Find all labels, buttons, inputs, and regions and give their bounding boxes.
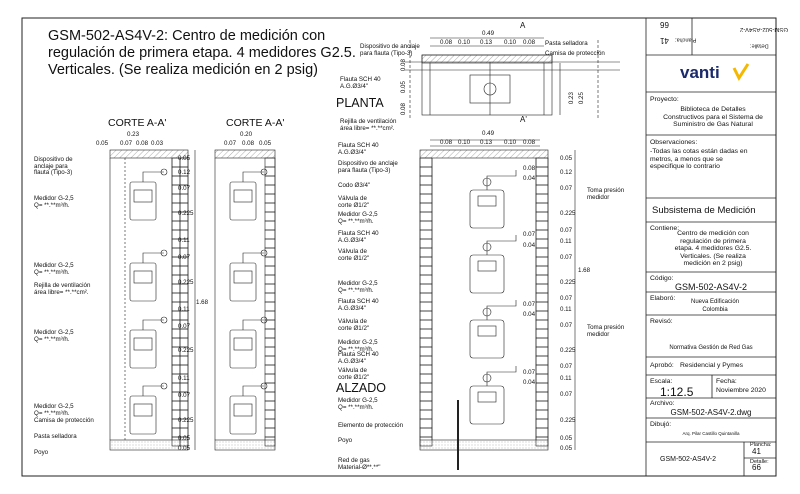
label-alzado: Válvula de corte Ø1/2" xyxy=(338,367,370,381)
reviso-value: Normativa Gestión de Red Gas xyxy=(669,345,753,351)
wall-block xyxy=(536,356,548,365)
corte-1-title: CORTE A-A' xyxy=(108,117,167,129)
dim-c1-side: 0.05 xyxy=(178,155,191,162)
wall-block xyxy=(172,401,180,410)
wall-block xyxy=(265,203,275,212)
wall-block xyxy=(265,392,275,401)
wall-block xyxy=(536,311,548,320)
detalle2-label: Detalle: xyxy=(750,459,769,465)
wall-block xyxy=(536,185,548,194)
dim-alzado-inner: 0.07 xyxy=(523,231,536,238)
meter-dial xyxy=(234,338,252,350)
meter-pipe xyxy=(143,386,164,396)
meter-pipe xyxy=(243,386,264,396)
wall-block xyxy=(420,284,432,293)
label-planta-flauta: Flauta SCH 40 A.G.Ø3/4" xyxy=(340,76,381,90)
dim-planta-sub-0: 0.08 xyxy=(440,39,453,46)
dim-planta-sub-4: 0.08 xyxy=(523,39,536,46)
label-alzado: Flauta SCH 40 A.G.Ø3/4" xyxy=(338,351,379,365)
wall-block xyxy=(265,221,275,230)
dim-alzado-side: 0.05 xyxy=(560,445,573,452)
dim-alzado-sub-4: 0.08 xyxy=(523,139,536,146)
dim-alzado-side: 0.225 xyxy=(560,417,576,424)
fecha-label: Fecha: xyxy=(716,378,737,385)
meter-pipe xyxy=(143,172,164,182)
label-corte: Dispositivo de anclaje para flauta (Tipo-3) xyxy=(34,156,73,177)
wall-block xyxy=(420,275,432,284)
code-rotated: GSM-502-AS4V-2 xyxy=(740,26,789,32)
reviso-label: Revisó: xyxy=(650,318,673,325)
wall-block xyxy=(536,383,548,392)
dibujo-value: Arq. Pilar Castillo Quintanilla xyxy=(682,431,740,436)
wall-block xyxy=(420,392,432,401)
label-alzado: Poyo xyxy=(338,437,353,444)
vanti-logo: vanti xyxy=(680,63,720,82)
wall-block xyxy=(420,428,432,437)
wall-block xyxy=(420,266,432,275)
dim-c2-sub-2: 0.05 xyxy=(259,140,272,147)
dim-alzado-total: 1.68 xyxy=(578,267,591,274)
wall-block xyxy=(172,293,180,302)
dim-c1-side: 0.11 xyxy=(178,306,190,313)
wall-block xyxy=(265,194,275,203)
dim-planta-side-0: 0.23 xyxy=(567,92,575,105)
meter-dial xyxy=(234,190,252,202)
meter-pipe xyxy=(243,253,264,263)
wall-block xyxy=(420,365,432,374)
aprobo-value: Residencial y Pymes xyxy=(680,362,744,369)
label-corte: Medidor G-2,5 Q= **.**m³/h. xyxy=(34,403,74,417)
wall-block xyxy=(180,176,188,185)
dim-planta-top: 0.49 xyxy=(482,30,495,37)
wall-block xyxy=(420,329,432,338)
dim-alzado-side: 0.05 xyxy=(560,155,573,162)
dim-planta-sub-1: 0.10 xyxy=(458,39,471,46)
meter-pipe xyxy=(243,320,264,330)
label-alzado: Red de gas Material-Ø**.**" xyxy=(338,457,381,471)
wall-block xyxy=(265,419,275,428)
dim-alzado-inner: 0.04 xyxy=(523,175,536,182)
label-corte: Medidor G-2,5 Q= **.**m³/h. xyxy=(34,195,74,209)
wall-block xyxy=(265,266,275,275)
meter-display xyxy=(478,196,496,206)
label-alzado: Dispositivo de anclaje para flauta (Tipo-3) xyxy=(338,160,398,174)
dim-c1-side: 0.12 xyxy=(178,169,191,176)
dim-c2-top: 0.20 xyxy=(240,131,253,138)
label-toma-presion-1: Toma presión medidor xyxy=(587,187,625,201)
proyecto-label: Proyecto: xyxy=(650,96,679,103)
dim-alzado-side: 0.11 xyxy=(560,238,572,245)
label-alzado: Elemento de protección xyxy=(338,422,404,429)
dim-c1-side: 0.225 xyxy=(178,417,194,424)
archivo-label: Archivo: xyxy=(650,400,675,407)
planta-title: PLANTA xyxy=(336,96,384,110)
dim-c2-sub-0: 0.07 xyxy=(224,140,237,147)
dibujo-label: Dibujó: xyxy=(650,421,672,428)
plancha-rotated: 41 xyxy=(660,36,669,45)
wall-block xyxy=(180,329,188,338)
wall-block xyxy=(265,230,275,239)
meter-dial xyxy=(234,271,252,283)
wall-block xyxy=(265,365,275,374)
dim-alzado-side: 0.07 xyxy=(560,254,573,261)
plancha-label-rotated: Plancha: xyxy=(675,36,697,43)
meter-display xyxy=(478,261,496,271)
wall-block xyxy=(536,194,548,203)
meter-pipe xyxy=(487,235,516,255)
wall-block xyxy=(265,176,275,185)
wall-block xyxy=(265,329,275,338)
wall-block xyxy=(420,293,432,302)
corte-1-drawing xyxy=(110,150,195,450)
wall-block xyxy=(536,167,548,176)
dim-c2-sub-1: 0.08 xyxy=(242,140,255,147)
wall-block xyxy=(180,194,188,203)
label-planta-rejilla: Rejilla de ventilación área libre= **.**cm². xyxy=(340,118,397,132)
dim-alzado-inner: 0.08 xyxy=(523,165,536,172)
wall-block xyxy=(265,167,275,176)
wall-block xyxy=(536,302,548,311)
fecha-value: Noviembre 2020 xyxy=(716,387,766,394)
wall-block xyxy=(420,203,432,212)
wall-block xyxy=(172,383,180,392)
meter-pipe xyxy=(143,253,164,263)
dim-c1-sub-2: 0.08 xyxy=(136,140,149,147)
wall-block xyxy=(265,401,275,410)
wall-block xyxy=(265,248,275,257)
label-alzado: Válvula de corte Ø1/2" xyxy=(338,248,370,262)
dim-c1-side: 0.225 xyxy=(178,279,194,286)
wall-block xyxy=(536,212,548,221)
dim-c1-side: 0.05 xyxy=(178,445,191,452)
dim-planta-side-1: 0.25 xyxy=(577,92,585,105)
wall-block xyxy=(180,221,188,230)
contiene-value: Centro de medición con regulación de primera etapa. 4 medidores G2.5. Verticales. (Se realiza medición en 2 psig) xyxy=(674,230,752,268)
wall-block xyxy=(420,347,432,356)
dim-alzado-inner: 0.04 xyxy=(523,242,536,249)
meter-pipe xyxy=(487,170,516,190)
wall-block xyxy=(536,248,548,257)
dim-alzado-sub-1: 0.10 xyxy=(458,139,471,146)
wall-block xyxy=(536,275,548,284)
label-corte: Medidor G-2,5 Q= **.**m³/h. xyxy=(34,262,74,276)
wall-block xyxy=(265,293,275,302)
wall-block xyxy=(180,356,188,365)
wall-block xyxy=(180,383,188,392)
wall-block xyxy=(420,383,432,392)
wall-block xyxy=(420,194,432,203)
wall-block xyxy=(420,410,432,419)
wall-block xyxy=(536,203,548,212)
dim-planta-sub-3: 0.10 xyxy=(504,39,517,46)
wall-block xyxy=(536,419,548,428)
wall-block xyxy=(420,311,432,320)
dim-c1-side: 0.07 xyxy=(178,392,191,399)
wall-block xyxy=(265,284,275,293)
wall-block xyxy=(536,329,548,338)
escala-label: Escala: xyxy=(650,378,673,385)
wall-block xyxy=(420,320,432,329)
wall-block xyxy=(536,365,548,374)
dim-planta-sub-2: 0.13 xyxy=(480,39,493,46)
label-toma-presion-2: Toma presión medidor xyxy=(587,324,625,338)
wall-block xyxy=(536,338,548,347)
detalle2-value: 66 xyxy=(752,463,761,472)
escala-value: 1:12.5 xyxy=(660,385,694,399)
dim-c1-sub-3: 0.03 xyxy=(151,140,164,147)
subsistema-title: Subsistema de Medición xyxy=(652,205,756,216)
wall-block xyxy=(536,221,548,230)
wall-block xyxy=(172,356,180,365)
wall-block xyxy=(265,356,275,365)
dim-alzado-inner: 0.07 xyxy=(523,369,536,376)
dim-planta-left-2: 0.08 xyxy=(399,103,407,116)
wall-block xyxy=(180,365,188,374)
wall-block xyxy=(420,302,432,311)
label-alzado: Medidor G-2,5 Q= **.**m³/h. xyxy=(338,211,378,225)
wall-block xyxy=(536,176,548,185)
wall-block xyxy=(265,275,275,284)
wall-block xyxy=(536,266,548,275)
dim-alzado-side: 0.11 xyxy=(560,306,572,313)
wall-block xyxy=(536,239,548,248)
label-corte: Camisa de protección xyxy=(34,417,94,424)
wall-block xyxy=(536,428,548,437)
dim-c1-total: 1.68 xyxy=(196,299,209,306)
dim-alzado-side: 0.225 xyxy=(560,279,576,286)
drawing-title: GSM-502-AS4V-2: Centro de medición con regulación de primera etapa. 4 medidores G2.5. Verticales. (Se realiza medición en 2 psig) xyxy=(48,28,356,78)
codigo-label: Código: xyxy=(650,275,674,282)
dim-alzado-side: 0.07 xyxy=(560,295,573,302)
label-alzado: Codo Ø3/4" xyxy=(338,182,371,189)
wall-block xyxy=(172,365,180,374)
dim-alzado-side: 0.11 xyxy=(560,375,572,382)
dim-c1-side: 0.07 xyxy=(178,323,191,330)
dim-alzado-side: 0.07 xyxy=(560,185,573,192)
dim-alzado-side: 0.225 xyxy=(560,210,576,217)
dim-alzado-side: 0.07 xyxy=(560,363,573,370)
plancha2-value: 41 xyxy=(752,447,761,456)
wall-block xyxy=(265,158,275,167)
dim-c1-top: 0.23 xyxy=(127,131,140,138)
dim-alzado-inner: 0.04 xyxy=(523,379,536,386)
label-corte: Rejilla de ventilación área libre= **.**cm². xyxy=(34,282,91,296)
detail-label-rotated: Detalle: xyxy=(750,42,769,49)
meter-pipe xyxy=(487,300,516,320)
dim-alzado-inner: 0.07 xyxy=(523,301,536,308)
wall-block xyxy=(536,374,548,383)
wall-block xyxy=(420,239,432,248)
dim-c1-sub-1: 0.07 xyxy=(120,140,133,147)
meter-dial xyxy=(134,190,152,202)
wall-block xyxy=(265,428,275,437)
wall-block xyxy=(536,230,548,239)
meter-display xyxy=(478,326,496,336)
meter-pipe xyxy=(243,172,264,182)
wall-block xyxy=(536,257,548,266)
label-alzado: Válvula de corte Ø1/2" xyxy=(338,318,370,332)
wall-block xyxy=(172,338,180,347)
wall-block xyxy=(265,239,275,248)
dim-alzado-inner: 0.04 xyxy=(523,311,536,318)
dim-alzado-side: 0.05 xyxy=(560,435,573,442)
wall-block xyxy=(420,374,432,383)
label-alzado: Medidor G-2,5 Q= **.**m³/h. xyxy=(338,280,378,294)
label-planta-anclaje: Dispositivo de anclaje para flauta (Tipo-3) xyxy=(360,43,420,57)
wall-block xyxy=(180,293,188,302)
meter-dial xyxy=(134,271,152,283)
dim-planta-left-0: 0.08 xyxy=(399,59,407,72)
alzado-title: ALZADO xyxy=(336,381,387,395)
label-alzado: Flauta SCH 40 A.G.Ø3/4" xyxy=(338,298,379,312)
wall-block xyxy=(180,338,188,347)
dim-c1-side: 0.11 xyxy=(178,237,190,244)
aprobo-label: Aprobó: xyxy=(650,362,674,369)
wall-block xyxy=(265,410,275,419)
label-alzado: Medidor G-2,5 Q= **.**m³/h. xyxy=(338,339,378,353)
wall-block xyxy=(420,257,432,266)
wall-block xyxy=(420,401,432,410)
wall-block xyxy=(536,401,548,410)
dim-alzado-top: 0.49 xyxy=(482,130,495,137)
label-corte: Poyo xyxy=(34,449,49,456)
wall-block xyxy=(180,401,188,410)
wall-block xyxy=(265,185,275,194)
wall-block xyxy=(420,419,432,428)
wall-block xyxy=(420,212,432,221)
wall-block xyxy=(420,221,432,230)
dim-alzado-sub-3: 0.10 xyxy=(504,139,517,146)
dim-alzado-side: 0.07 xyxy=(560,227,573,234)
label-corte: Pasta selladora xyxy=(34,433,77,440)
dim-alzado-sub-2: 0.13 xyxy=(480,139,493,146)
dim-alzado-sub-0: 0.08 xyxy=(440,139,453,146)
meter xyxy=(470,190,504,228)
wall-block xyxy=(536,392,548,401)
meter-pipe xyxy=(143,320,164,330)
codigo-value: GSM-502-AS4V-2 xyxy=(674,282,748,292)
wall-block xyxy=(265,212,275,221)
contiene-label: Contiene: xyxy=(650,225,680,232)
elaboro-value: Nueva Edificación Colombia xyxy=(690,299,740,313)
wall-block xyxy=(265,302,275,311)
wall-block xyxy=(420,185,432,194)
section-marker-top: A xyxy=(520,21,526,30)
wall-block xyxy=(420,248,432,257)
archivo-value: GSM-502-AS4V-2.dwg xyxy=(670,408,752,417)
wall-block xyxy=(265,374,275,383)
wall-block xyxy=(180,266,188,275)
elaboro-label: Elaboró: xyxy=(650,295,676,302)
meter-pipe xyxy=(487,366,516,386)
wall-block xyxy=(265,347,275,356)
dim-c1-sub-0: 0.05 xyxy=(96,140,109,147)
meter-dial xyxy=(234,404,252,416)
meter-dial xyxy=(134,338,152,350)
dim-c1-side: 0.07 xyxy=(178,185,191,192)
wall-block xyxy=(420,176,432,185)
wall-block xyxy=(265,257,275,266)
dim-alzado-side: 0.07 xyxy=(560,322,573,329)
wall-block xyxy=(172,221,180,230)
dim-c1-side: 0.07 xyxy=(178,254,191,261)
dim-c1-side: 0.11 xyxy=(178,375,190,382)
corte-2-drawing xyxy=(215,150,275,450)
wall-block xyxy=(420,338,432,347)
wall-block xyxy=(420,356,432,365)
wall-block xyxy=(172,266,180,275)
dim-c1-side: 0.225 xyxy=(178,210,194,217)
proyecto-value: Biblioteca de Detalles Constructivos para el Sistema de Suministro de Gas Natural xyxy=(663,106,763,129)
alzado-drawing xyxy=(420,140,575,470)
dim-alzado-side: 0.07 xyxy=(560,391,573,398)
wall-block xyxy=(265,338,275,347)
wall-block xyxy=(536,158,548,167)
corte-2-title: CORTE A-A' xyxy=(226,117,285,129)
wall-block xyxy=(172,194,180,203)
dim-c1-side: 0.05 xyxy=(178,435,191,442)
section-marker-bottom: A' xyxy=(520,115,527,124)
dim-alzado-side: 0.12 xyxy=(560,169,573,176)
wall-block xyxy=(420,167,432,176)
label-alzado: Flauta SCH 40 A.G.Ø3/4" xyxy=(338,142,379,156)
label-alzado: Flauta SCH 40 A.G.Ø3/4" xyxy=(338,230,379,244)
wall-block xyxy=(536,347,548,356)
label-corte: Medidor G-2,5 Q= **.**m³/h. xyxy=(34,329,74,343)
dim-alzado-side: 0.225 xyxy=(560,347,576,354)
obs-value: -Todas las cotas están dadas en metros, a menos que se especifique lo contrario xyxy=(650,148,748,171)
bottom-code: GSM-502-AS4V-2 xyxy=(660,456,717,463)
sheet-number-rotated: 99 xyxy=(660,21,669,30)
label-planta-pasta: Pasta selladora xyxy=(545,40,588,47)
meter-display xyxy=(478,392,496,402)
plancha2-label: Plancha: xyxy=(750,442,772,448)
wall-block xyxy=(420,230,432,239)
wall-block xyxy=(172,329,180,338)
obs-label: Observaciones: xyxy=(650,139,698,146)
wall-block xyxy=(172,176,180,185)
label-planta-camisa: Camisa de protección xyxy=(545,50,605,57)
wall-block xyxy=(536,410,548,419)
label-alzado: Válvula de corte Ø1/2" xyxy=(338,195,370,209)
dim-c1-side: 0.225 xyxy=(178,347,194,354)
dim-planta-left-1: 0.05 xyxy=(399,81,407,94)
label-alzado: Medidor G-2,5 Q= **.**m³/h. xyxy=(338,397,378,411)
wall-block xyxy=(536,293,548,302)
wall-block xyxy=(536,284,548,293)
wall-block xyxy=(420,158,432,167)
wall-block xyxy=(536,320,548,329)
meter-dial xyxy=(134,404,152,416)
